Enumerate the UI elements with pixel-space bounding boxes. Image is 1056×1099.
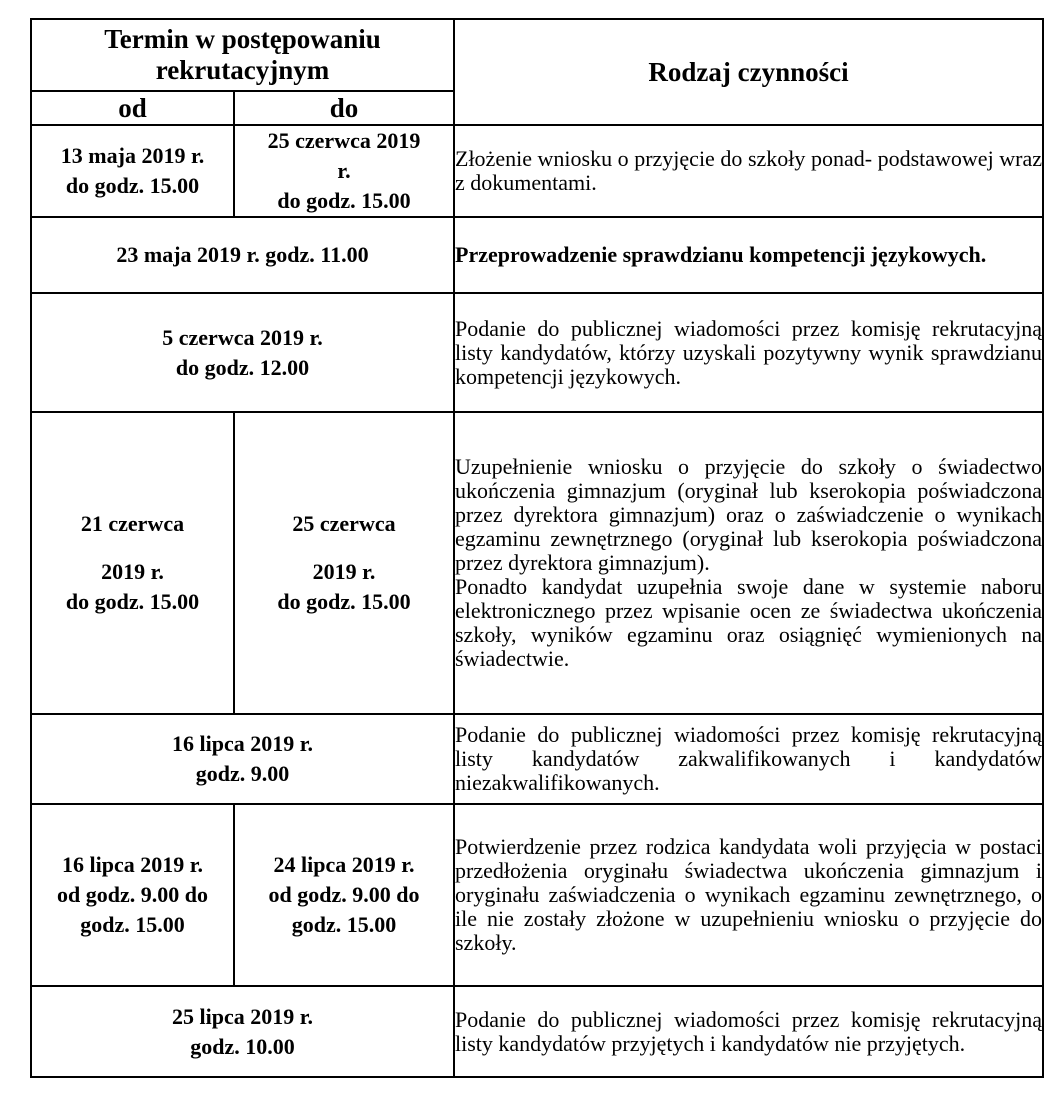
date-to-cell <box>234 412 454 714</box>
date-cell <box>31 217 454 293</box>
date-to-cell <box>234 804 454 986</box>
activity-cell <box>454 125 1043 217</box>
activity-text: Uzupełnienie wniosku o przyjęcie do szkoły o świadectwo ukończenia gimnazjum (oryginał lub kserokopia poświadczona przez dyrektora gimnazjum) oraz o zaświadczenie o wynikach egzaminu zewnętrznego (oryginał lub kserokopia poświadczona przez dyrektora gimnazjum). <box>455 454 1042 575</box>
date-line: godz. 10.00 <box>190 1033 295 1059</box>
activity-cell <box>454 412 1043 714</box>
table-row <box>31 125 1043 217</box>
date-line: 25 czerwca 2019 <box>267 128 421 153</box>
activity-text: Ponadto kandydat uzupełnia swoje dane w systemie naboru elektronicznego przez wpisanie ocen ze świadectwa ukończenia szkoły, wyników egzaminu oraz osiągnięć wymienionych na świadectwie. <box>455 574 1042 671</box>
date-line: r. <box>337 158 351 183</box>
activity-header: Rodzaj czynności <box>454 19 1043 125</box>
table-row <box>31 804 1043 986</box>
activity-text: Potwierdzenie przez rodzica kandydata woli przyjęcia w postaci przedłożenia oryginału świadectwa ukończenia gimnazjum i oryginału zaświadczenia o wynikach egzaminu zewnętrznego, o ile nie zostały złożone w uzupełnieniu wniosku o przyjęcie do szkoły. <box>455 834 1042 955</box>
date-line: 5 czerwca 2019 r. <box>162 324 323 350</box>
date-to-cell <box>234 125 454 217</box>
activity-text: Przeprowadzenie sprawdzianu kompetencji językowych. <box>455 242 987 267</box>
to-header: do <box>234 91 454 125</box>
term-header-line: rekrutacyjnym <box>155 55 330 85</box>
date-line: do godz. 15.00 <box>65 589 200 614</box>
date-line: 16 lipca 2019 r. <box>62 852 203 877</box>
activity-text: Złożenie wniosku o przyjęcie do szkoły ponad- podstawowej wraz z dokumentami. <box>455 146 1042 195</box>
date-line: 16 lipca 2019 r. <box>172 731 313 756</box>
date-cell <box>31 986 454 1077</box>
recruitment-schedule-table <box>30 18 1044 1078</box>
activity-cell <box>454 217 1043 293</box>
date-line: 25 czerwca <box>292 511 396 536</box>
date-from-cell <box>31 804 234 986</box>
from-header: od <box>31 91 234 125</box>
date-cell <box>31 714 454 804</box>
date-line: 25 lipca 2019 r. <box>172 1003 313 1029</box>
date-line: od godz. 9.00 do <box>268 882 420 907</box>
date-line: do godz. 15.00 <box>277 589 411 614</box>
date-line: do godz. 15.00 <box>277 188 411 213</box>
activity-cell <box>454 986 1043 1077</box>
activity-text: Podanie do publicznej wiadomości przez komisję rekrutacyjną listy kandydatów zakwalifikowanych i kandydatów niezakwalifikowanych. <box>455 722 1042 795</box>
term-header <box>31 19 454 91</box>
table-row <box>31 217 1043 293</box>
activity-cell <box>454 293 1043 412</box>
table-row <box>31 714 1043 804</box>
date-line: do godz. 12.00 <box>175 354 310 380</box>
date-line: 2019 r. <box>101 559 164 584</box>
date-line: 21 czerwca <box>80 511 185 536</box>
date-line: 23 maja 2019 r. godz. 11.00 <box>116 242 369 267</box>
date-line: 24 lipca 2019 r. <box>273 852 415 877</box>
date-from-cell <box>31 125 234 217</box>
header-row <box>31 19 1043 91</box>
activity-text: Podanie do publicznej wiadomości przez komisję rekrutacyjną listy kandydatów przyjętych i kandydatów nie przyjętych. <box>455 1006 1042 1056</box>
date-line: 2019 r. <box>312 559 376 584</box>
date-line: godz. 15.00 <box>291 912 397 937</box>
date-line: godz. 9.00 <box>195 761 290 786</box>
table-row <box>31 293 1043 412</box>
date-line: do godz. 15.00 <box>65 173 200 198</box>
term-header-line: Termin w postępowaniu <box>104 24 381 54</box>
date-line: 13 maja 2019 r. <box>60 143 205 168</box>
activity-cell <box>454 804 1043 986</box>
activity-text: Podanie do publicznej wiadomości przez komisję rekrutacyjną listy kandydatów, którzy uzyskali pozytywny wynik sprawdzianu kompetencji językowych. <box>455 315 1042 389</box>
activity-cell <box>454 714 1043 804</box>
date-line: godz. 15.00 <box>80 912 185 937</box>
table-row <box>31 986 1043 1077</box>
date-line: od godz. 9.00 do <box>57 882 208 907</box>
date-from-cell <box>31 412 234 714</box>
date-cell <box>31 293 454 412</box>
table-row <box>31 412 1043 714</box>
